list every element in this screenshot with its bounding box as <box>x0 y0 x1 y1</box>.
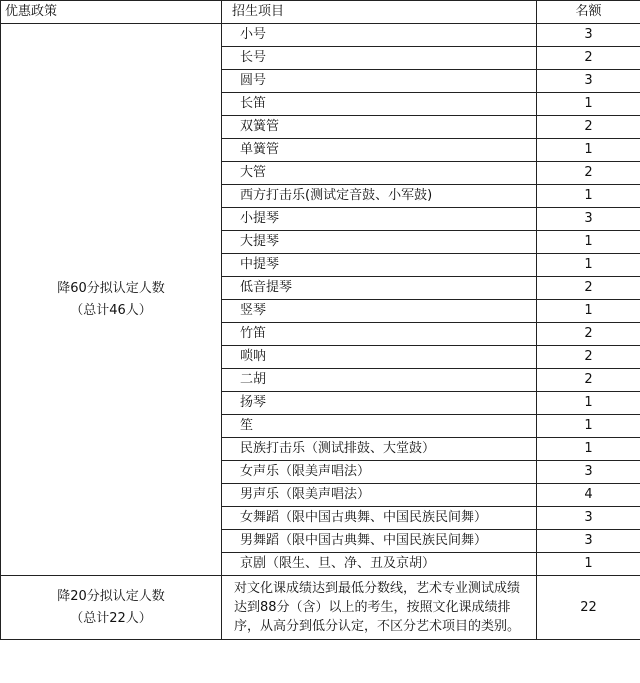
quota-cell: 3 <box>537 70 640 93</box>
item-cell: 男声乐（限美声唱法） <box>222 484 537 507</box>
quota-cell: 3 <box>537 24 640 47</box>
item-cell: 女舞蹈（限中国古典舞、中国民族民间舞） <box>222 507 537 530</box>
policy-title: 降20分拟认定人数 <box>57 588 165 604</box>
quota-cell: 22 <box>537 576 640 640</box>
item-cell: 女声乐（限美声唱法） <box>222 461 537 484</box>
quota-cell: 2 <box>537 346 640 369</box>
quota-cell: 3 <box>537 461 640 484</box>
item-cell: 笙 <box>222 415 537 438</box>
item-cell: 双簧管 <box>222 116 537 139</box>
item-cell: 男舞蹈（限中国古典舞、中国民族民间舞） <box>222 530 537 553</box>
item-cell: 小提琴 <box>222 208 537 231</box>
item-cell: 中提琴 <box>222 254 537 277</box>
quota-cell: 1 <box>537 139 640 162</box>
header-policy: 优惠政策 <box>1 1 222 24</box>
item-cell: 京剧（限生、旦、净、丑及京胡） <box>222 553 537 576</box>
table-body <box>1 24 640 640</box>
quota-cell: 3 <box>537 530 640 553</box>
quota-cell: 4 <box>537 484 640 507</box>
item-cell: 唢呐 <box>222 346 537 369</box>
policy-total: （总计46人） <box>70 302 152 318</box>
quota-cell: 1 <box>537 553 640 576</box>
item-cell: 大管 <box>222 162 537 185</box>
quota-cell: 1 <box>537 93 640 116</box>
policy-cell-60 <box>1 24 222 576</box>
quota-cell: 1 <box>537 438 640 461</box>
quota-cell: 1 <box>537 185 640 208</box>
quota-cell: 2 <box>537 162 640 185</box>
quota-cell: 1 <box>537 231 640 254</box>
quota-cell: 2 <box>537 116 640 139</box>
quota-cell: 3 <box>537 208 640 231</box>
item-cell: 扬琴 <box>222 392 537 415</box>
policy-total: （总计22人） <box>70 610 152 626</box>
header-item: 招生项目 <box>222 1 537 24</box>
item-cell: 长号 <box>222 47 537 70</box>
item-cell: 二胡 <box>222 369 537 392</box>
item-cell: 西方打击乐(测试定音鼓、小军鼓) <box>222 185 537 208</box>
table-row <box>1 24 640 47</box>
item-cell: 小号 <box>222 24 537 47</box>
header-row <box>1 1 640 24</box>
quota-cell: 2 <box>537 323 640 346</box>
quota-cell: 2 <box>537 369 640 392</box>
quota-cell: 1 <box>537 300 640 323</box>
item-cell: 民族打击乐（测试排鼓、大堂鼓） <box>222 438 537 461</box>
table-row <box>1 576 640 640</box>
item-cell: 低音提琴 <box>222 277 537 300</box>
header-quota: 名额 <box>537 1 640 24</box>
quota-cell: 1 <box>537 415 640 438</box>
item-cell: 竖琴 <box>222 300 537 323</box>
policy-cell-20 <box>1 576 222 640</box>
item-cell: 单簧管 <box>222 139 537 162</box>
item-cell: 大提琴 <box>222 231 537 254</box>
quota-cell: 2 <box>537 277 640 300</box>
item-cell: 竹笛 <box>222 323 537 346</box>
quota-cell: 1 <box>537 392 640 415</box>
policy-title: 降60分拟认定人数 <box>57 280 165 296</box>
quota-cell: 1 <box>537 254 640 277</box>
item-cell: 圆号 <box>222 70 537 93</box>
item-cell: 长笛 <box>222 93 537 116</box>
criteria-description: 对文化课成绩达到最低分数线，艺术专业测试成绩达到88分（含）以上的考生，按照文化课成绩排序，从高分到低分认定，不区分艺术项目的类别。 <box>222 576 537 640</box>
quota-cell: 3 <box>537 507 640 530</box>
quota-cell: 2 <box>537 47 640 70</box>
